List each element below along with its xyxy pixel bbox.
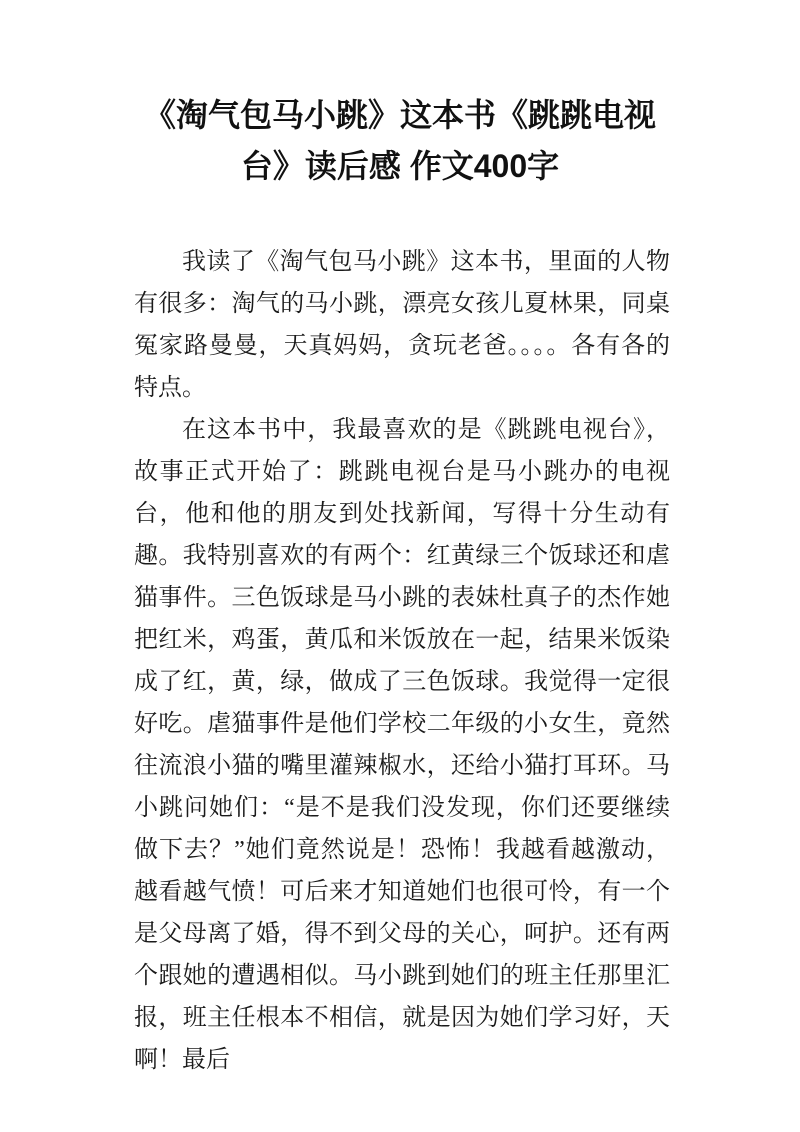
- paragraph-2: 在这本书中，我最喜欢的是《跳跳电视台》，故事正式开始了：跳跳电视台是马小跳办的电视台，他和他的朋友到处找新闻，写得十分生动有趣。我特别喜欢的有两个：红黄绿三个饭球还和虐猫事件。三色饭球是马小跳的表妹杜真子的杰作她把红米，鸡蛋，黄瓜和米饭放在一起，结果米饭染成了红，黄，绿，做成了三色饭球。我觉得一定很好吃。虐猫事件是他们学校二年级的小女生，竟然往流浪小猫的嘴里灌辣椒水，还给小猫打耳环。马小跳问她们：“是不是我们没发现，你们还要继续做下去？”她们竟然说是！恐怖！我越看越激动，越看越气愤！可后来才知道她们也很可怜，有一个是父母离了婚，得不到父母的关心，呵护。还有两个跟她的遭遇相似。马小跳到她们的班主任那里汇报，班主任根本不相信，就是因为她们学习好，天啊！最后: [134, 417, 670, 1073]
- document-body: [134, 241, 670, 1081]
- paragraph-1: 我读了《淘气包马小跳》这本书，里面的人物有很多：淘气的马小跳，漂亮女孩儿夏林果，同桌冤家路曼曼，天真妈妈，贪玩老爸。。。。各有各的特点。: [134, 249, 670, 401]
- document-title: 《淘气包马小跳》这本书《跳跳电视台》读后感 作文400字: [143, 97, 656, 184]
